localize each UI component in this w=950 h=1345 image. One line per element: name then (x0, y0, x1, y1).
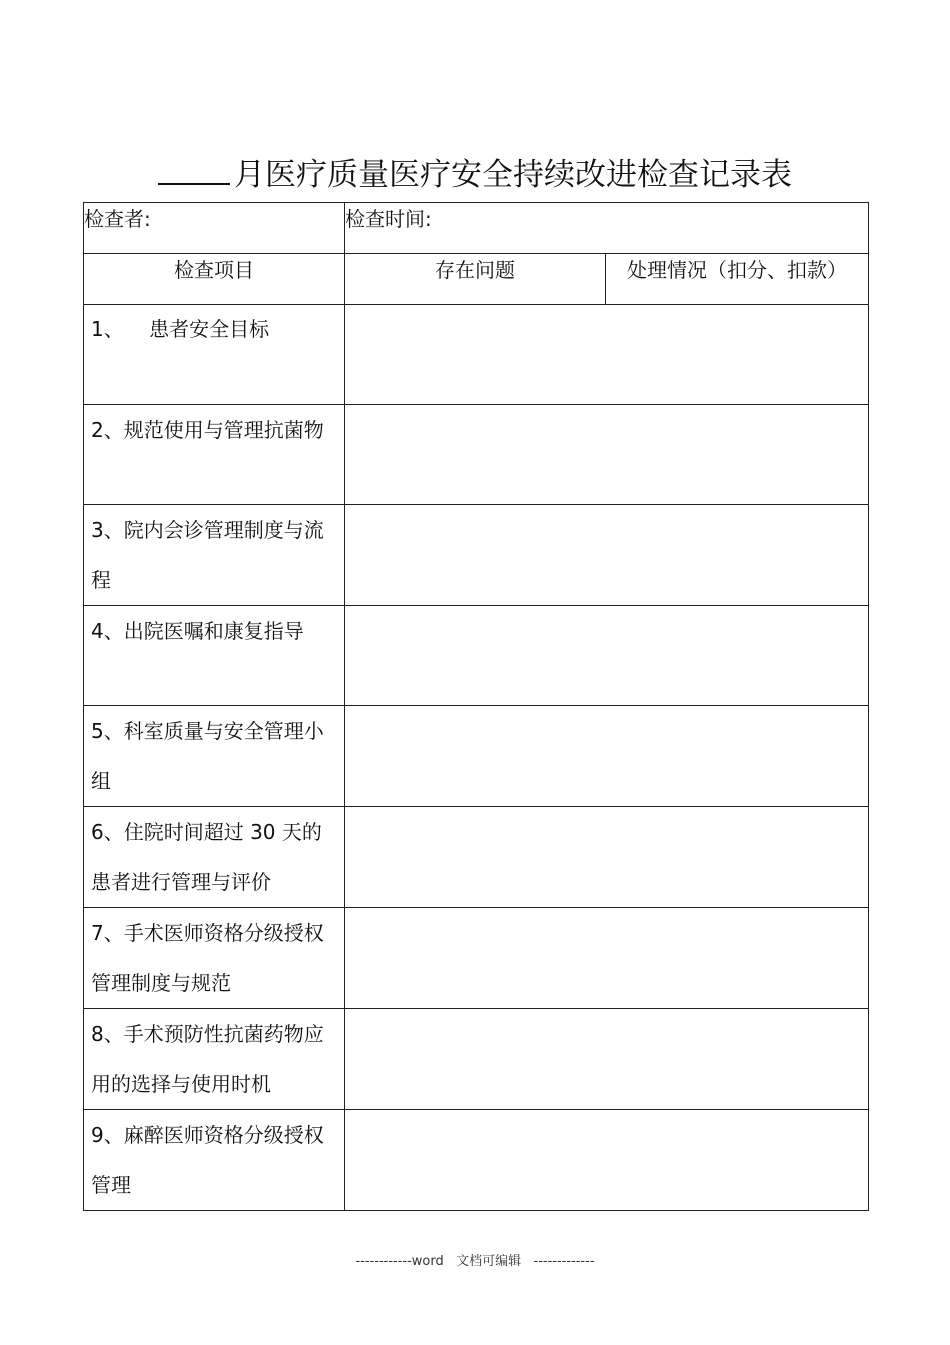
item-label: 5、科室质量与安全管理小组 (91, 719, 324, 793)
table-row (84, 405, 869, 505)
inspector-label: 检查者: (84, 207, 151, 231)
table-row (84, 706, 869, 807)
table-row (84, 606, 869, 706)
page-footer: ------------word 文档可编辑 ------------- (355, 1254, 595, 1269)
table-row (84, 1110, 869, 1211)
item-cell (84, 305, 345, 405)
column-header-item: 检查项目 (84, 254, 345, 305)
entry-cell[interactable] (345, 606, 869, 706)
title-text: 月医疗质量医疗安全持续改进检查记录表 (234, 157, 792, 193)
column-header-row (84, 254, 869, 305)
table-row (84, 908, 869, 1009)
table-row (84, 305, 869, 405)
item-cell (84, 405, 345, 505)
column-header-problem: 存在问题 (345, 254, 606, 305)
item-cell (84, 606, 345, 706)
header-info-row (84, 203, 869, 254)
item-label: 6、住院时间超过 30 天的患者进行管理与评价 (91, 820, 322, 894)
entry-cell[interactable] (345, 305, 869, 405)
inspection-record-table (83, 202, 869, 1211)
entry-cell[interactable] (345, 908, 869, 1009)
entry-cell[interactable] (345, 706, 869, 807)
month-blank[interactable] (158, 153, 230, 185)
column-header-handling: 处理情况（扣分、扣款） (606, 254, 869, 305)
item-label: 2、规范使用与管理抗菌物 (91, 418, 324, 442)
document-title (0, 152, 950, 198)
item-cell (84, 908, 345, 1009)
item-cell (84, 807, 345, 908)
item-label: 3、院内会诊管理制度与流程 (91, 518, 324, 592)
entry-cell[interactable] (345, 1009, 869, 1110)
item-label: 1、 患者安全目标 (91, 317, 270, 341)
item-cell (84, 706, 345, 807)
table-row (84, 505, 869, 606)
table-row (84, 807, 869, 908)
entry-cell[interactable] (345, 505, 869, 606)
item-cell (84, 1110, 345, 1211)
item-label: 7、手术医师资格分级授权管理制度与规范 (91, 921, 324, 995)
entry-cell[interactable] (345, 405, 869, 505)
inspect-time-cell[interactable] (345, 203, 869, 254)
item-cell (84, 1009, 345, 1110)
item-label: 8、手术预防性抗菌药物应用的选择与使用时机 (91, 1022, 324, 1096)
item-cell (84, 505, 345, 606)
inspect-time-label: 检查时间: (345, 207, 432, 231)
entry-cell[interactable] (345, 807, 869, 908)
table-row (84, 1009, 869, 1110)
item-label: 9、麻醉医师资格分级授权管理 (91, 1123, 324, 1197)
entry-cell[interactable] (345, 1110, 869, 1211)
inspector-cell[interactable] (84, 203, 345, 254)
item-label: 4、出院医嘱和康复指导 (91, 619, 304, 643)
